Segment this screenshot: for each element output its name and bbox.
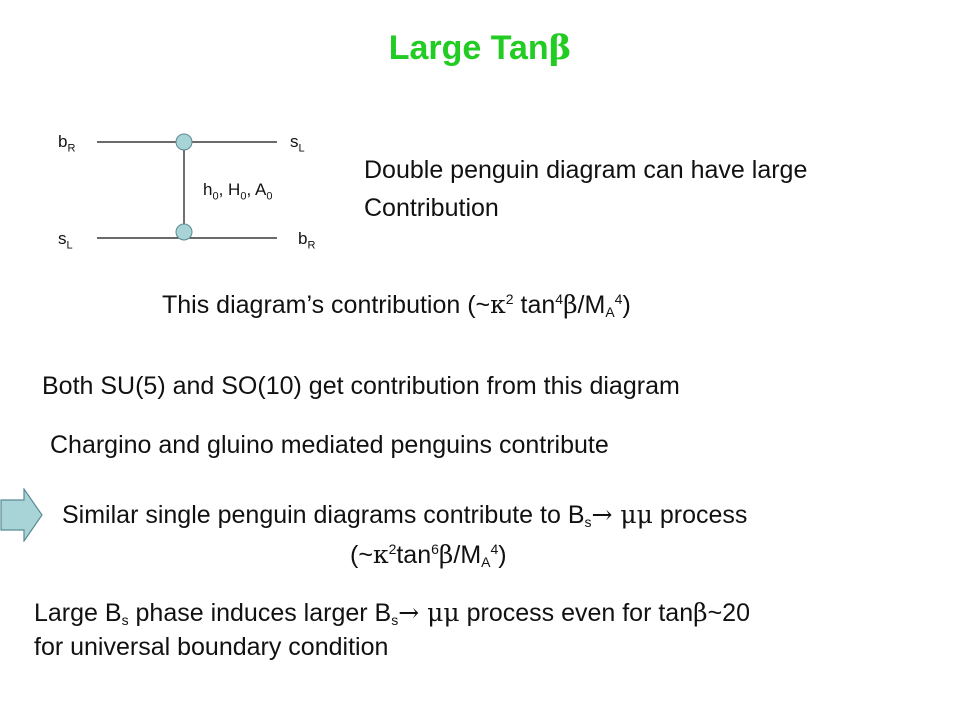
caption-line-1: Double penguin diagram can have large: [364, 156, 808, 184]
top-vertex: [176, 134, 192, 150]
similar-penguin-line-2: $(\sim\kappa^2\tan^6\beta/M_A^4)$: [350, 540, 507, 570]
label-bottom-right: $b_R$: [298, 229, 316, 252]
title-beta-symbol: β: [548, 28, 572, 68]
right-arrow-icon: [0, 488, 44, 542]
mediator-label: $h_0$, $H_0$, $A_0$: [203, 180, 273, 203]
similar-penguin-line-1: Similar single penguin diagrams contribute to $B_s\to \mu\mu$ process: [62, 500, 748, 530]
bs-phase-line-1: Large $B_s$ phase induces larger $B_s\to \mu\mu$ process even for tanβ~20: [34, 598, 750, 628]
su5-so10-statement: Both SU(5) and SO(10) get contribution from this diagram: [42, 372, 680, 400]
chargino-gluino-statement: Chargino and gluino mediated penguins contribute: [50, 431, 609, 459]
double-penguin-diagram: [0, 0, 960, 300]
title-text: Large Tan: [388, 29, 549, 67]
bottom-vertex: [176, 224, 192, 240]
bs-phase-line-2: for universal boundary condition: [34, 633, 389, 661]
caption-line-2: Contribution: [364, 194, 499, 222]
label-bottom-left: $s_L$: [58, 229, 73, 252]
label-top-right: $s_L$: [290, 132, 305, 155]
contribution-formula: This diagram’s contribution ($\sim\kappa^2$ $\tan^4\beta/M_A^4$): [162, 290, 631, 320]
label-top-left: $b_R$: [58, 132, 76, 155]
